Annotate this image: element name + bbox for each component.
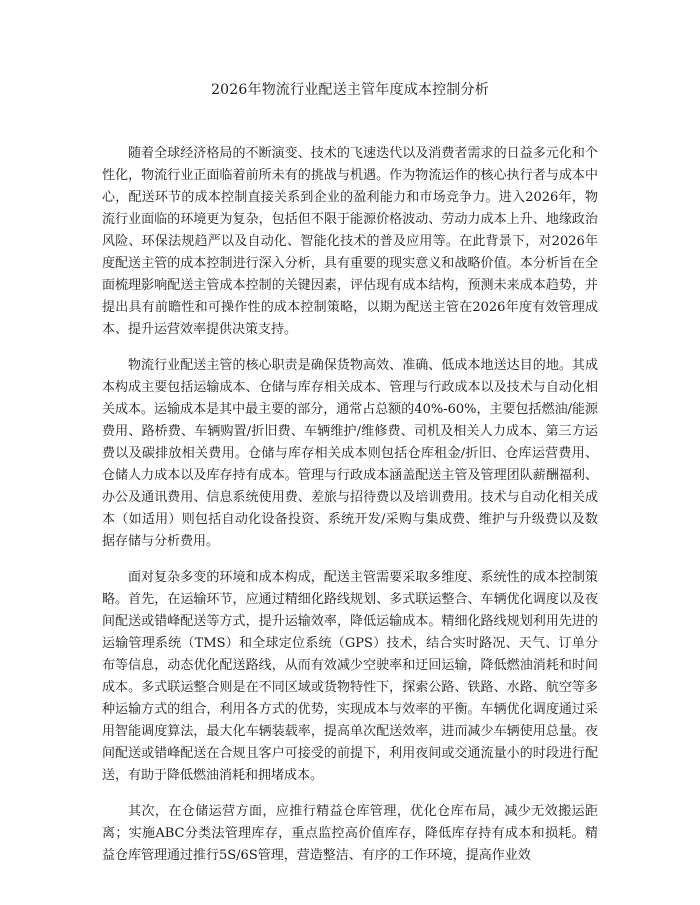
- paragraph-transport-strategy: 面对复杂多变的环境和成本构成，配送主管需要采取多维度、系统性的成本控制策略。首先，在运输环节，应通过精细化路线规划、多式联运整合、车辆优化调度以及夜间配送或错峰配送等方式，提升运输效率，降低运输成本。精细化路线规划利用先进的运输管理系统（TMS）和全球定位系统（GPS）技术，结合实时路况、天气、订单分布等信息，动态优化配送路线，从而有效减少空驶率和迂回运输，降低燃油消耗和时间成本。多式联运整合则是在不同区域或货物特性下，探索公路、铁路、水路、航空等多种运输方式的组合，利用各方式的优势，实现成本与效率的平衡。车辆优化调度通过采用智能调度算法，最大化车辆装载率，提高单次配送效率，进而减少车辆使用总量。夜间配送或错峰配送在合规且客户可接受的前提下，利用夜间或交通流量小的时段进行配送，有助于降低燃油消耗和拥堵成本。: [102, 570, 598, 783]
- paragraph-cost-structure: 物流行业配送主管的核心职责是确保货物高效、准确、低成本地送达目的地。其成本构成主要包括运输成本、仓储与库存相关成本、管理与行政成本以及技术与自动化相关成本。运输成本是其中最主要的部分，通常占总额的40%-60%，主要包括燃油/能源费用、路桥费、车辆购置/折旧费、车辆维护/维修费、司机及相关人力成本、第三方运费以及碳排放相关费用。仓储与库存相关成本则包括仓库租金/折旧、仓库运营费用、仓储人力成本以及库存持有成本。管理与行政成本涵盖配送主管及管理团队薪酬福利、办公及通讯费用、信息系统使用费、差旅与招待费以及培训费用。技术与自动化相关成本（如适用）则包括自动化设备投资、系统开发/采购与集成费、维护与升级费以及数据存储与分析费用。: [102, 358, 598, 549]
- paragraph-intro: 随着全球经济格局的不断演变、技术的飞速迭代以及消费者需求的日益多元化和个性化，物流行业正面临着前所未有的挑战与机遇。作为物流运作的核心执行者与成本中心，配送环节的成本控制直接关系到企业的盈利能力和市场竞争力。进入2026年，物流行业面临的环境更为复杂，包括但不限于能源价格波动、劳动力成本上升、地缘政治风险、环保法规趋严以及自动化、智能化技术的普及应用等。在此背景下，对2026年度配送主管的成本控制进行深入分析，具有重要的现实意义和战略价值。本分析旨在全面梳理影响配送主管成本控制的关键因素，评估现有成本结构，预测未来成本趋势，并提出具有前瞻性和可操作性的成本控制策略，以期为配送主管在2026年度有效管理成本、提升运营效率提供决策支持。: [102, 146, 598, 337]
- document-title: 2026年物流行业配送主管年度成本控制分析: [211, 82, 489, 98]
- paragraph-warehouse-strategy: 其次，在仓储运营方面，应推行精益仓库管理，优化仓库布局，减少无效搬运距离；实施ABC分类法管理库存，重点监控高价值库存，降低库存持有成本和损耗。精益仓库管理通过推行5S/6S管理，营造整洁、有序的工作环境，提高作业效: [102, 804, 598, 863]
